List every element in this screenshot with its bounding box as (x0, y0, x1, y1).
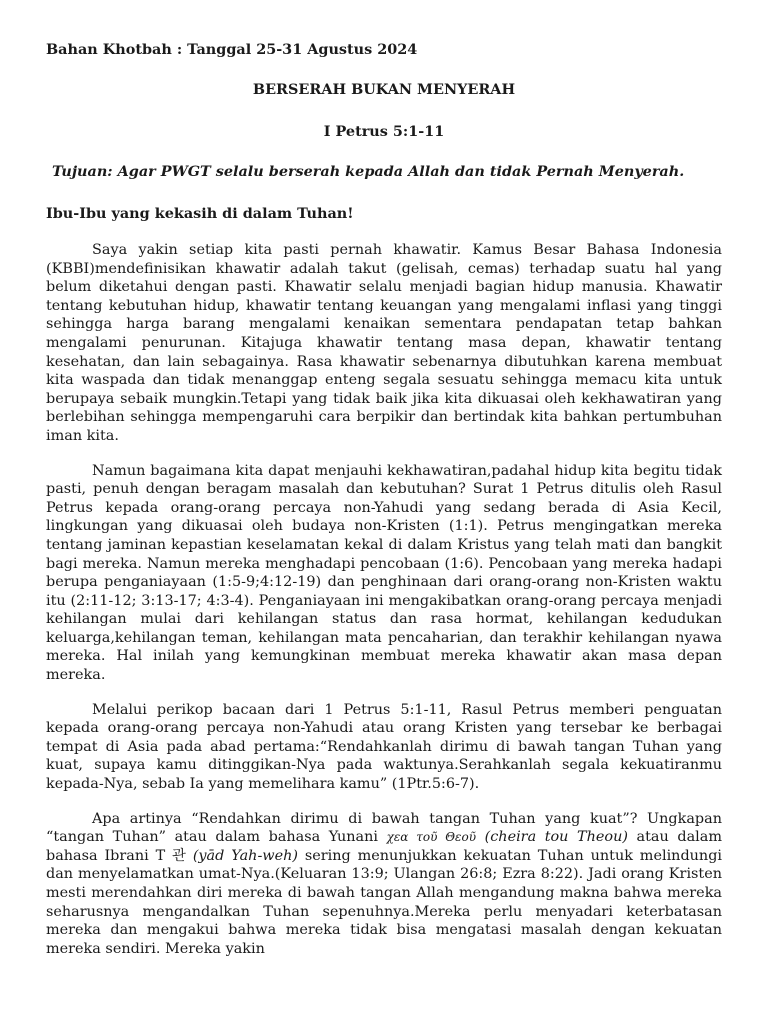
paragraph-3: Melalui perikop bacaan dari 1 Petrus 5:1-11, Rasul Petrus memberi penguatan kepada orang-orang percaya non-Yahudi atau orang Kristen yang tersebar ke berbagai tempat di Asia pada abad pertama:“Rendahkanlah dirimu di bawah tangan Tuhan yang kuat, supaya kamu ditinggikan-Nya pada waktunya.Serahkanlah segala kekuatiranmu kepada-Nya, sebab Ia yang memelihara kamu” (1Ptr.5:6-7). (46, 701, 722, 793)
scripture-reference: I Petrus 5:1-11 (323, 123, 445, 140)
paragraph-4-text-1: Apa artinya “Rendahkan dirimu di bawah tangan Tuhan yang kuat”? Ungkapan “tangan Tuhan” atau dalam bahasa Yunani (46, 810, 722, 846)
sermon-header: Bahan Khotbah : Tanggal 25-31 Agustus 2024 (46, 41, 418, 58)
hebrew-transliteration: (yād Yah-weh) (192, 847, 299, 864)
sermon-title: BERSERAH BUKAN MENYERAH (252, 81, 516, 98)
paragraph-4-space (476, 829, 485, 845)
paragraph-4 (46, 810, 722, 959)
paragraph-4-text-3: sering menunjukkan kekuatan Tuhan untuk melindungi dan menyelamatkan umat-Nya.(Keluaran 13:9; Ulangan 26:8; Ezra 8:22). Jadi orang Kristen mesti merendahkan diri mereka di bawah tangan Allah mengandung makna bahwa mereka seharusnya mengandalkan Tuhan sepenuhnya.Mereka perlu menyadari keterbatasan mereka dan mengakui bahwa mereka tidak bisa mengatasi masalah dengan kekuatan mereka sendiri. Mereka yakin (46, 847, 723, 957)
sermon-purpose: Tujuan: Agar PWGT selalu berserah kepada Allah dan tidak Pernah Menyerah. (52, 163, 685, 180)
paragraph-2: Namun bagaimana kita dapat menjauhi kekhawatiran,padahal hidup kita begitu tidak pasti, penuh dengan beragam masalah dan kebutuhan? Surat 1 Petrus ditulis oleh Rasul Petrus kepada orang-orang percaya non-Yahudi yang sedang berada di Asia Kecil, lingkungan yang dikuasai oleh budaya non-Kristen (1:1). Petrus mengingatkan mereka tentang jaminan kepastian keselamatan kekal di dalam Kristus yang telah mati dan bangkit bagi mereka. Namun mereka menghadapi pencobaan (1:6). Pencobaan yang mereka hadapi berupa penganiayaan (1:5-9;4:12-19) dan penghinaan dari orang-orang non-Kristen waktu itu (2:11-12; 3:13-17; 4:3-4). Penganiayaan ini mengakibatkan orang-orang percaya menjadi kehilangan mulai dari kehilangan status dan rasa hormat, kehilangan kedudukan keluarga,kehilangan teman, kehilangan mata pencaharian, dan terakhir kehilangan nyawa mereka. Hal inilah yang kemungkinan membuat mereka khawatir akan masa depan mereka. (46, 462, 722, 684)
greeting: Ibu-Ibu yang kekasih di dalam Tuhan! (46, 205, 354, 222)
paragraph-4-text-2: atau dalam bahasa Ibrani T 관 (46, 829, 722, 864)
paragraph-1: Saya yakin setiap kita pasti pernah khawatir. Kamus Besar Bahasa Indonesia (KBBI)mendefinisikan khawatir adalah takut (gelisah, cemas) terhadap suatu hal yang belum diketahui dengan pasti. Khawatir selalu menjadi bagian hidup manusia. Khawatir tentang kebutuhan hidup, khawatir tentang keuangan yang mengalami inflasi yang tinggi sehingga harga barang mengalami kenaikan sementara pendapatan tetap bahkan mengalami penurunan. Kitajuga khawatir tentang masa depan, khawatir tentang kesehatan, dan lain sebagainya. Rasa khawatir sebenarnya dibutuhkan karena membuat kita waspada dan tidak menanggap enteng segala sesuatu sehingga memacu kita untuk berupaya sebaik mungkin.Tetapi yang tidak baik jika kita dikuasai oleh kekhawatiran yang berlebihan sehingga mempengaruhi cara berpikir dan bertindak kita bahkan pertumbuhan iman kita. (46, 242, 722, 444)
greek-phrase: χεα τοῦ Θεοῦ (386, 830, 477, 845)
greek-transliteration: (cheira tou Theou) (484, 829, 628, 846)
